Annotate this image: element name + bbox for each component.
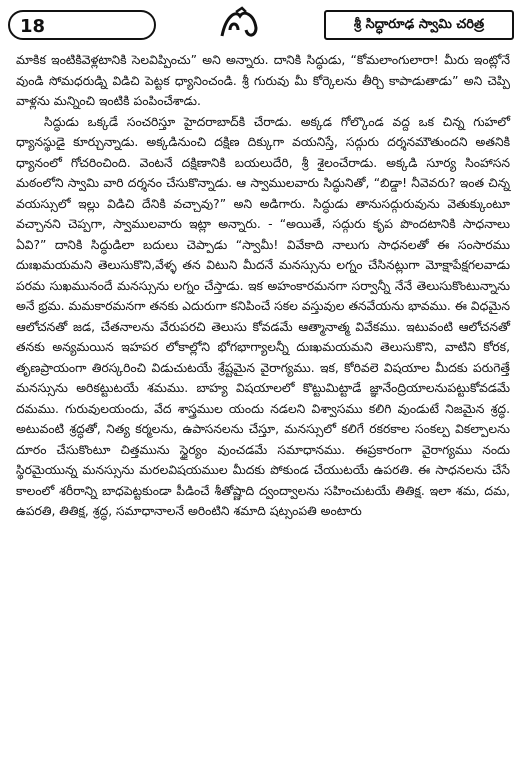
page-body: [16, 50, 510, 522]
page-header: [8, 6, 514, 46]
paragraph: మాకిక ఇంటికివెళ్లటానికి సెలవిప్పించు” అని అన్నారు. దానికి సిద్ధుడు, “కోమలాంగులారా! మీరు ఇంట్లోనే వుండి సోమధరుడ్ని విడిచి పెట్టక ధ్యానించండి. శ్రీ గురువు మీ కోర్కెలను తీర్చి కాపాడుతాడు” అని చెప్పి వాళ్లను మన్నించి ఇంటికి పంపించేశాడు.: [16, 53, 510, 108]
book-title-banner: [324, 10, 514, 40]
book-logo-icon: [216, 6, 262, 42]
page-number: 18: [20, 16, 46, 37]
book-title: శ్రీ సిద్ధారూఢ స్వామి చరిత్ర: [353, 17, 485, 32]
page-number-badge: [8, 10, 156, 40]
paragraph: సిద్ధుడు ఒక్కడే సంచరిస్తూ హైదరాబాద్‌కి చేరాడు. అక్కడ గోల్కొండ వద్ద ఒక చిన్న గుహలో ధ్యానస్థుడై కూర్చున్నాడు. అక్కడినుంచి దక్షిణ దిక్కుగా వయనిస్తే, సద్గురు దర్శనమౌతుందని అతనికి ధ్యానంలో గోచరించింది. వెంటనే దక్షిణానికి బయలుదేరి, శ్రీ శైలంచేరాడు. అక్కడి సూర్య సింహాసన మఠంలోని స్వామి వారి దర్శనం చేసుకొన్నాడు. ఆ స్వాములవారు సిద్ధునితో, “బిడ్డా! నీవెవరు? ఇంత చిన్న వయస్సులో ఇల్లు విడిచి దేనికి వచ్చావు?” అని అడిగారు. సిద్ధుడు తానుసద్గురువును వెతుక్కుంటూ వచ్చానని చెప్పగా, స్వాములవారు ఇట్లా అన్నారు. - “అయితే, సద్గురు కృప పొందటానికి సాధనాలు ఏవి?” దానికి సిద్ధుడిలా బదులు చెప్పాడు “స్వామీ! వివేకాది నాలుగు సాధనలతో ఈ సంసారము దుఃఖమయమని తెలుసుకొని,వేళ్ళ తన విటుని మీదనే మనస్సును లగ్నం చేసినట్లుగా మోక్షాపేక్షగలవాడు పరమ సుఖమునందే మనస్సును లగ్నం చేస్తాడు. ఇక అహంకారమనగా సర్వాన్నీ నేనే తెలుసుకొంటున్నాను అనే భ్రమ. మమకారమనగా తనకు ఎదురుగా కనిపించే సకల వస్తువుల తనవేయను భావము. ఈ విధమైన ఆలోచనతో జడ, చేతనాలను వేరుపరచి తెలుసు కోవడమే ఆత్మానాత్మ వివేకము. ఇటువంటి ఆలోచనతో తనకు అన్యమయిన ఇహపర లోకాల్లోని భోగభాగ్యాలన్నీ దుఃఖమయమని తెలుసుకొని, వాటిని కోరక, తృణప్రాయంగా తిరస్కరించి విడుచుటయే శ్రేష్టమైన వైరాగ్యము. ఇక, కోరివలె విషయాల మీదకు పరుగెత్తే మనస్సును అరికట్టుటయే శమము. బాహ్య విషయాలలో కొట్టుమిట్టాడే జ్ఞానేంద్రియాలనుపట్టుకోవడమే దమము. గురువులయందు, వేద శాస్త్రముల యందు నడలని విశ్వాసము కలిగి వుండుటే నిజమైన శ్రద్ధ. అటువంటి శ్రద్ధతో, నిత్య కర్మలను, ఉపాసనలను చేస్తూ, మనస్సులో కలిగే రకరకాల సంకల్ప వికల్పాలను దూరం చేసుకొంటూ చిత్తమును స్థైర్యం వుంచడమే సమాధానము. ఈప్రకారంగా వైరాగ్యము నందు స్థిరమైయున్న మనస్సును మరలవిషయముల మీదకు పోకుండ చేయుటయే ఉపరతి. ఈ సాధనలను చేసే కాలంలో శరీరాన్ని బాధపెట్టకుండా పీడించే శీతోష్ణాది ద్వంద్వాలను సహించుటయే తితిక్ష. ఇలా శమ, దమ, ఉపరతి, తితిక్ష, శ్రద్ధ, సమాధానాలనే అరింటిని శమాది షట్సంపతి అంటారు: [16, 114, 510, 518]
